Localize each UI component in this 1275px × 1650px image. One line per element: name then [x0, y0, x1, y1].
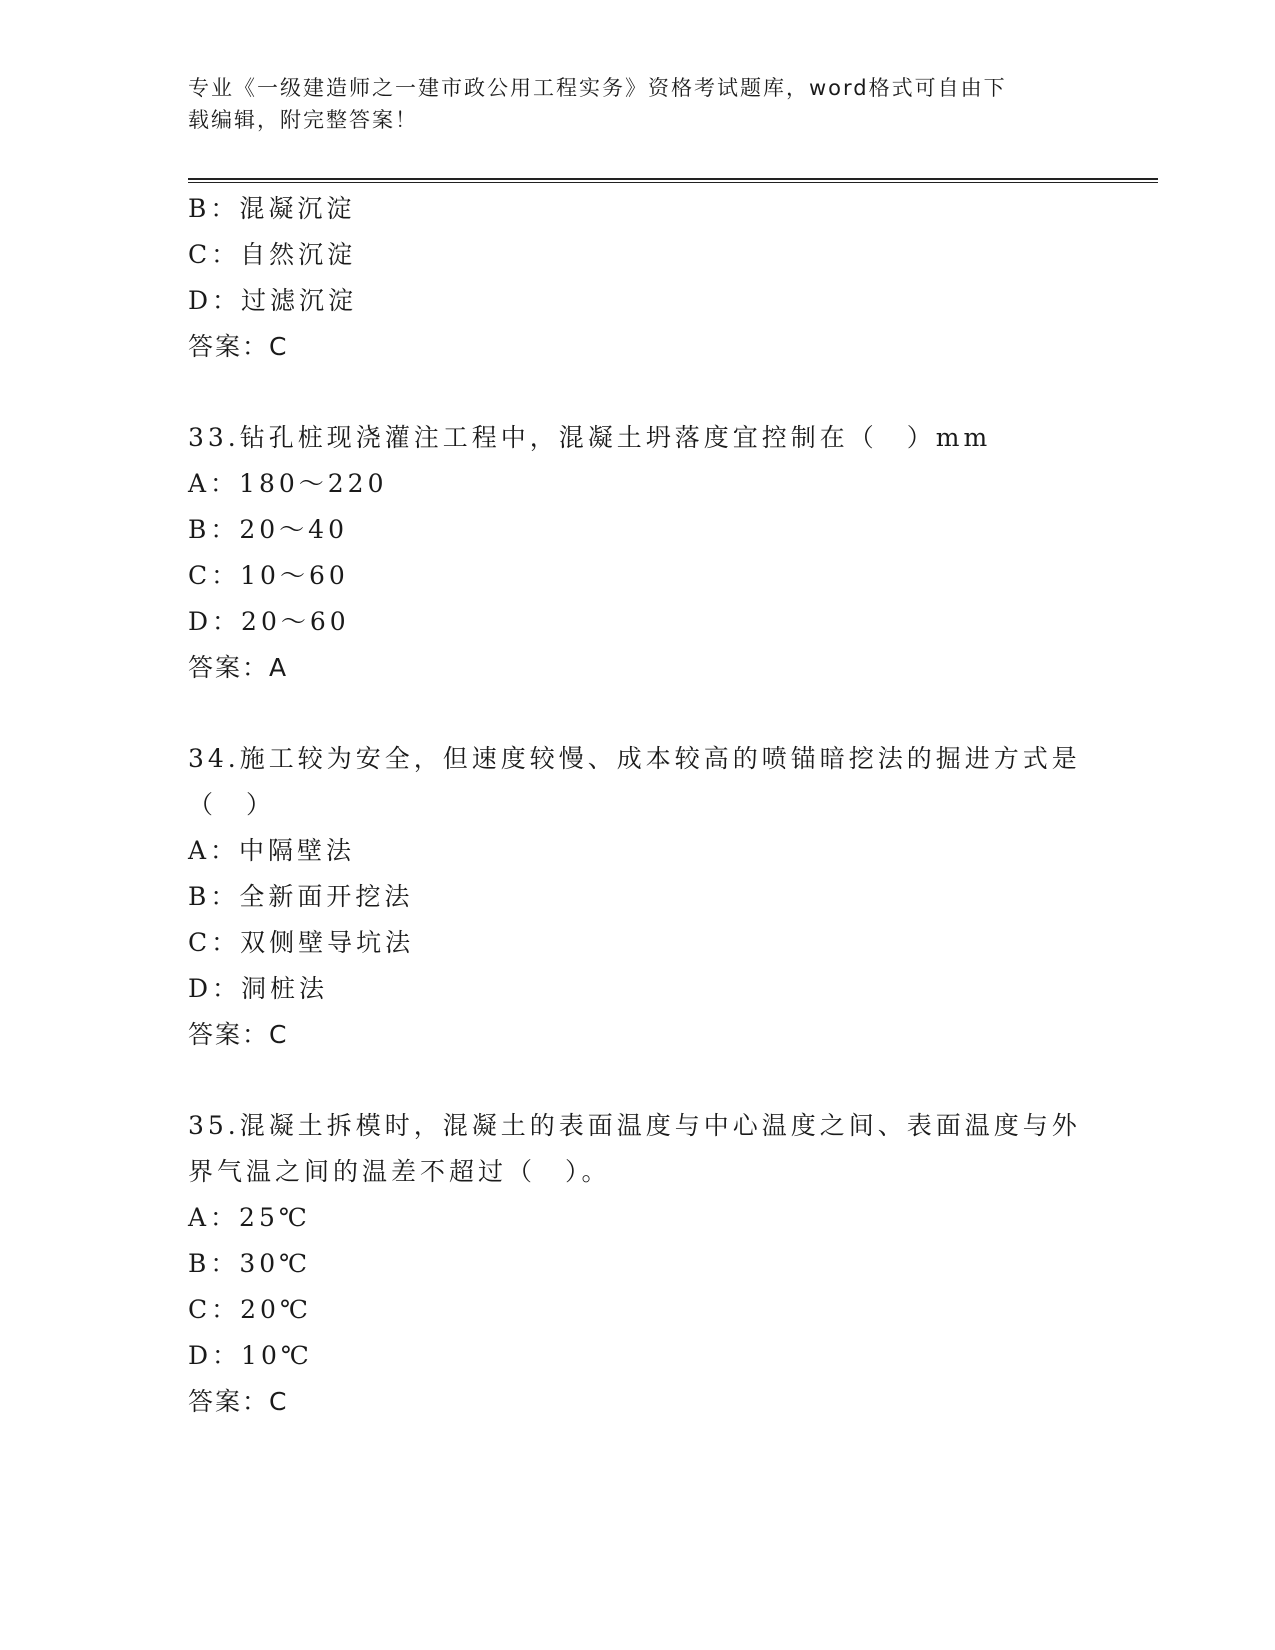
option-b: B：20～40	[188, 515, 348, 544]
document-body	[188, 186, 1088, 1425]
question-stem-line-2: 界气温之间的温差不超过（ ）。	[188, 1157, 611, 1186]
question-stem-line-1: 34.施工较为安全，但速度较慢、成本较高的喷锚暗挖法的掘进方式是	[188, 744, 1081, 773]
option-c: C：20℃	[188, 1295, 312, 1324]
option-d: D：10℃	[188, 1341, 313, 1370]
spacer	[188, 370, 1088, 415]
option-a: A：180～220	[188, 469, 388, 498]
answer: 答案：C	[188, 1020, 289, 1049]
answer: 答案：C	[188, 332, 289, 361]
question-34	[188, 736, 1088, 1058]
option-d: D：20～60	[188, 607, 350, 636]
option-a: A：中隔壁法	[188, 836, 356, 865]
spacer	[188, 691, 1088, 736]
option-d: D：洞桩法	[188, 974, 329, 1003]
option-c: C：10～60	[188, 561, 349, 590]
option-b: B：全新面开挖法	[188, 882, 414, 911]
question-35	[188, 1103, 1088, 1425]
header-line-2: 载编辑，附完整答案！	[188, 108, 418, 132]
header-rule	[188, 178, 1158, 183]
option-b: B：混凝沉淀	[188, 194, 356, 223]
answer: 答案：C	[188, 1387, 289, 1416]
option-b: B：30℃	[188, 1249, 312, 1278]
option-a: A：25℃	[188, 1203, 311, 1232]
option-d: D：过滤沉淀	[188, 286, 358, 315]
answer: 答案：A	[188, 653, 289, 682]
question-33	[188, 415, 1088, 691]
option-c: C：自然沉淀	[188, 240, 357, 269]
question-32-tail	[188, 186, 1088, 370]
page-header	[188, 72, 1068, 136]
option-c: C：双侧壁导坑法	[188, 928, 415, 957]
spacer	[188, 1058, 1088, 1103]
header-line-1: 专业《一级建造师之一建市政公用工程实务》资格考试题库，word格式可自由下	[188, 76, 1007, 100]
question-stem-line-1: 35.混凝土拆模时，混凝土的表面温度与中心温度之间、表面温度与外	[188, 1111, 1081, 1140]
question-stem: 33.钻孔桩现浇灌注工程中，混凝土坍落度宜控制在（ ）mm	[188, 423, 992, 452]
question-stem-line-2: （ ）	[188, 790, 276, 819]
